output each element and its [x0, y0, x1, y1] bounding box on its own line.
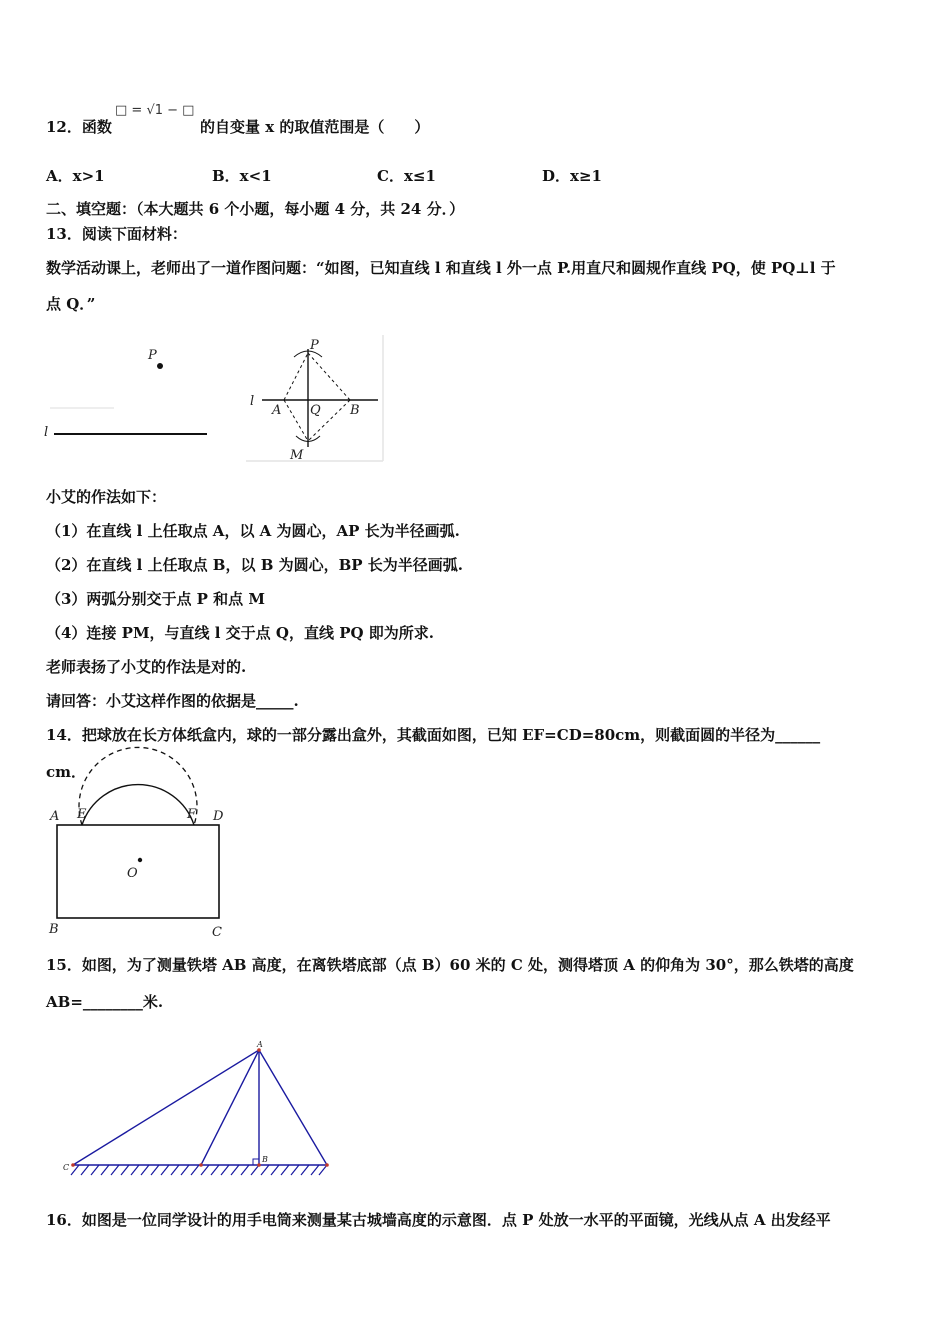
- q13-right-label-q: Q: [310, 403, 321, 418]
- q13-step-2: （2）在直线 l 上任取点 B，以 B 为圆心，BP 长为半径画弧.: [46, 556, 464, 574]
- q13-paragraph-1: 数学活动课上，老师出了一道作图问题：“如图，已知直线 l 和直线 l 外一点 P.用直尺和圆规作直线 PQ，使 PQ⊥l 于: [46, 259, 836, 277]
- q14-label-f: F: [187, 807, 197, 822]
- q13-right-label-b: B: [350, 403, 360, 418]
- q15-label-c: C: [63, 1163, 70, 1172]
- q14-label-b: B: [49, 922, 59, 937]
- point-b: [257, 1163, 261, 1167]
- q15-figure: [55, 1038, 345, 1178]
- segment-bp: [308, 353, 350, 400]
- q13-right-label-a: A: [272, 403, 282, 418]
- q13-paragraph-2: 点 Q．”: [46, 295, 96, 313]
- segment-ap: [284, 353, 308, 400]
- q13-head: 13．阅读下面材料：: [46, 225, 187, 243]
- q13-right-label-p: P: [310, 338, 319, 353]
- q13-step-3: （3）两弧分别交于点 P 和点 M: [46, 590, 265, 608]
- q12-option-a: A．x>1: [46, 167, 105, 185]
- q15-line-2: AB=________米.: [46, 993, 164, 1011]
- q15-label-b: B: [262, 1155, 268, 1164]
- q14-label-o: O: [127, 866, 138, 881]
- q13-left-label-l: l: [44, 425, 49, 440]
- q13-step-4: （4）连接 PM，与直线 l 交于点 Q，直线 PQ 即为所求.: [46, 624, 434, 642]
- segment-am: [284, 400, 308, 441]
- q14-line-1: 14．把球放在长方体纸盒内，球的一部分露出盒外，其截面如图，已知 EF=CD=80cm，则截面圆的半径为______: [46, 726, 821, 744]
- q14-label-c: C: [212, 925, 222, 940]
- point-e: [325, 1163, 329, 1167]
- q15-label-a: A: [257, 1040, 263, 1049]
- q13-figure-right: [246, 335, 386, 465]
- q14-line-2: cm．: [46, 763, 87, 781]
- q13-step-1: （1）在直线 l 上任取点 A，以 A 为圆心，AP 长为半径画弧.: [46, 522, 460, 540]
- line-ca: [73, 1050, 259, 1165]
- circle-inside: [79, 747, 197, 825]
- section-title: 二、填空题：（本大题共 6 个小题，每小题 4 分，共 24 分．）: [46, 200, 465, 218]
- line-ea: [259, 1050, 327, 1165]
- box-rect: [57, 825, 219, 918]
- point-p: [157, 363, 163, 369]
- q13-figure-left: [44, 340, 214, 445]
- q12-prefix: 12．函数: [46, 118, 112, 136]
- q12-suffix: 的自变量 x 的取值范围是（ ）: [200, 118, 430, 136]
- q12-formula: □ = √1 − □: [115, 103, 195, 118]
- q12-option-b: B．x<1: [212, 167, 272, 185]
- q14-label-e: E: [77, 807, 87, 822]
- q15-line-1: 15．如图，为了测量铁塔 AB 高度，在离铁塔底部（点 B）60 米的 C 处，测得塔顶 A 的仰角为 30°，那么铁塔的高度: [46, 956, 854, 974]
- q13-right-label-l: l: [250, 394, 255, 409]
- ground-hatch: [71, 1165, 327, 1175]
- q13-question: 请回答：小艾这样作图的依据是_____.: [46, 692, 299, 710]
- q13-left-label-p: P: [148, 348, 157, 363]
- q13-praise: 老师表扬了小艾的作法是对的.: [46, 658, 247, 676]
- point-d: [199, 1163, 203, 1167]
- q16-line-1: 16．如图是一位同学设计的用手电筒来测量某古城墙高度的示意图．点 P 处放一水平的平面镜，光线从点 A 出发经平: [46, 1211, 831, 1229]
- q13-method-head: 小艾的作法如下：: [46, 488, 167, 506]
- q13-right-label-m: M: [290, 448, 304, 463]
- q14-label-a: A: [50, 809, 60, 824]
- center-point: [138, 858, 142, 862]
- q14-figure: [44, 796, 234, 941]
- point-c: [71, 1163, 75, 1167]
- circle-outside: [82, 785, 194, 825]
- q14-label-d: D: [213, 809, 224, 824]
- q12-option-c: C．x≤1: [377, 167, 436, 185]
- q12-option-d: D．x≥1: [542, 167, 602, 185]
